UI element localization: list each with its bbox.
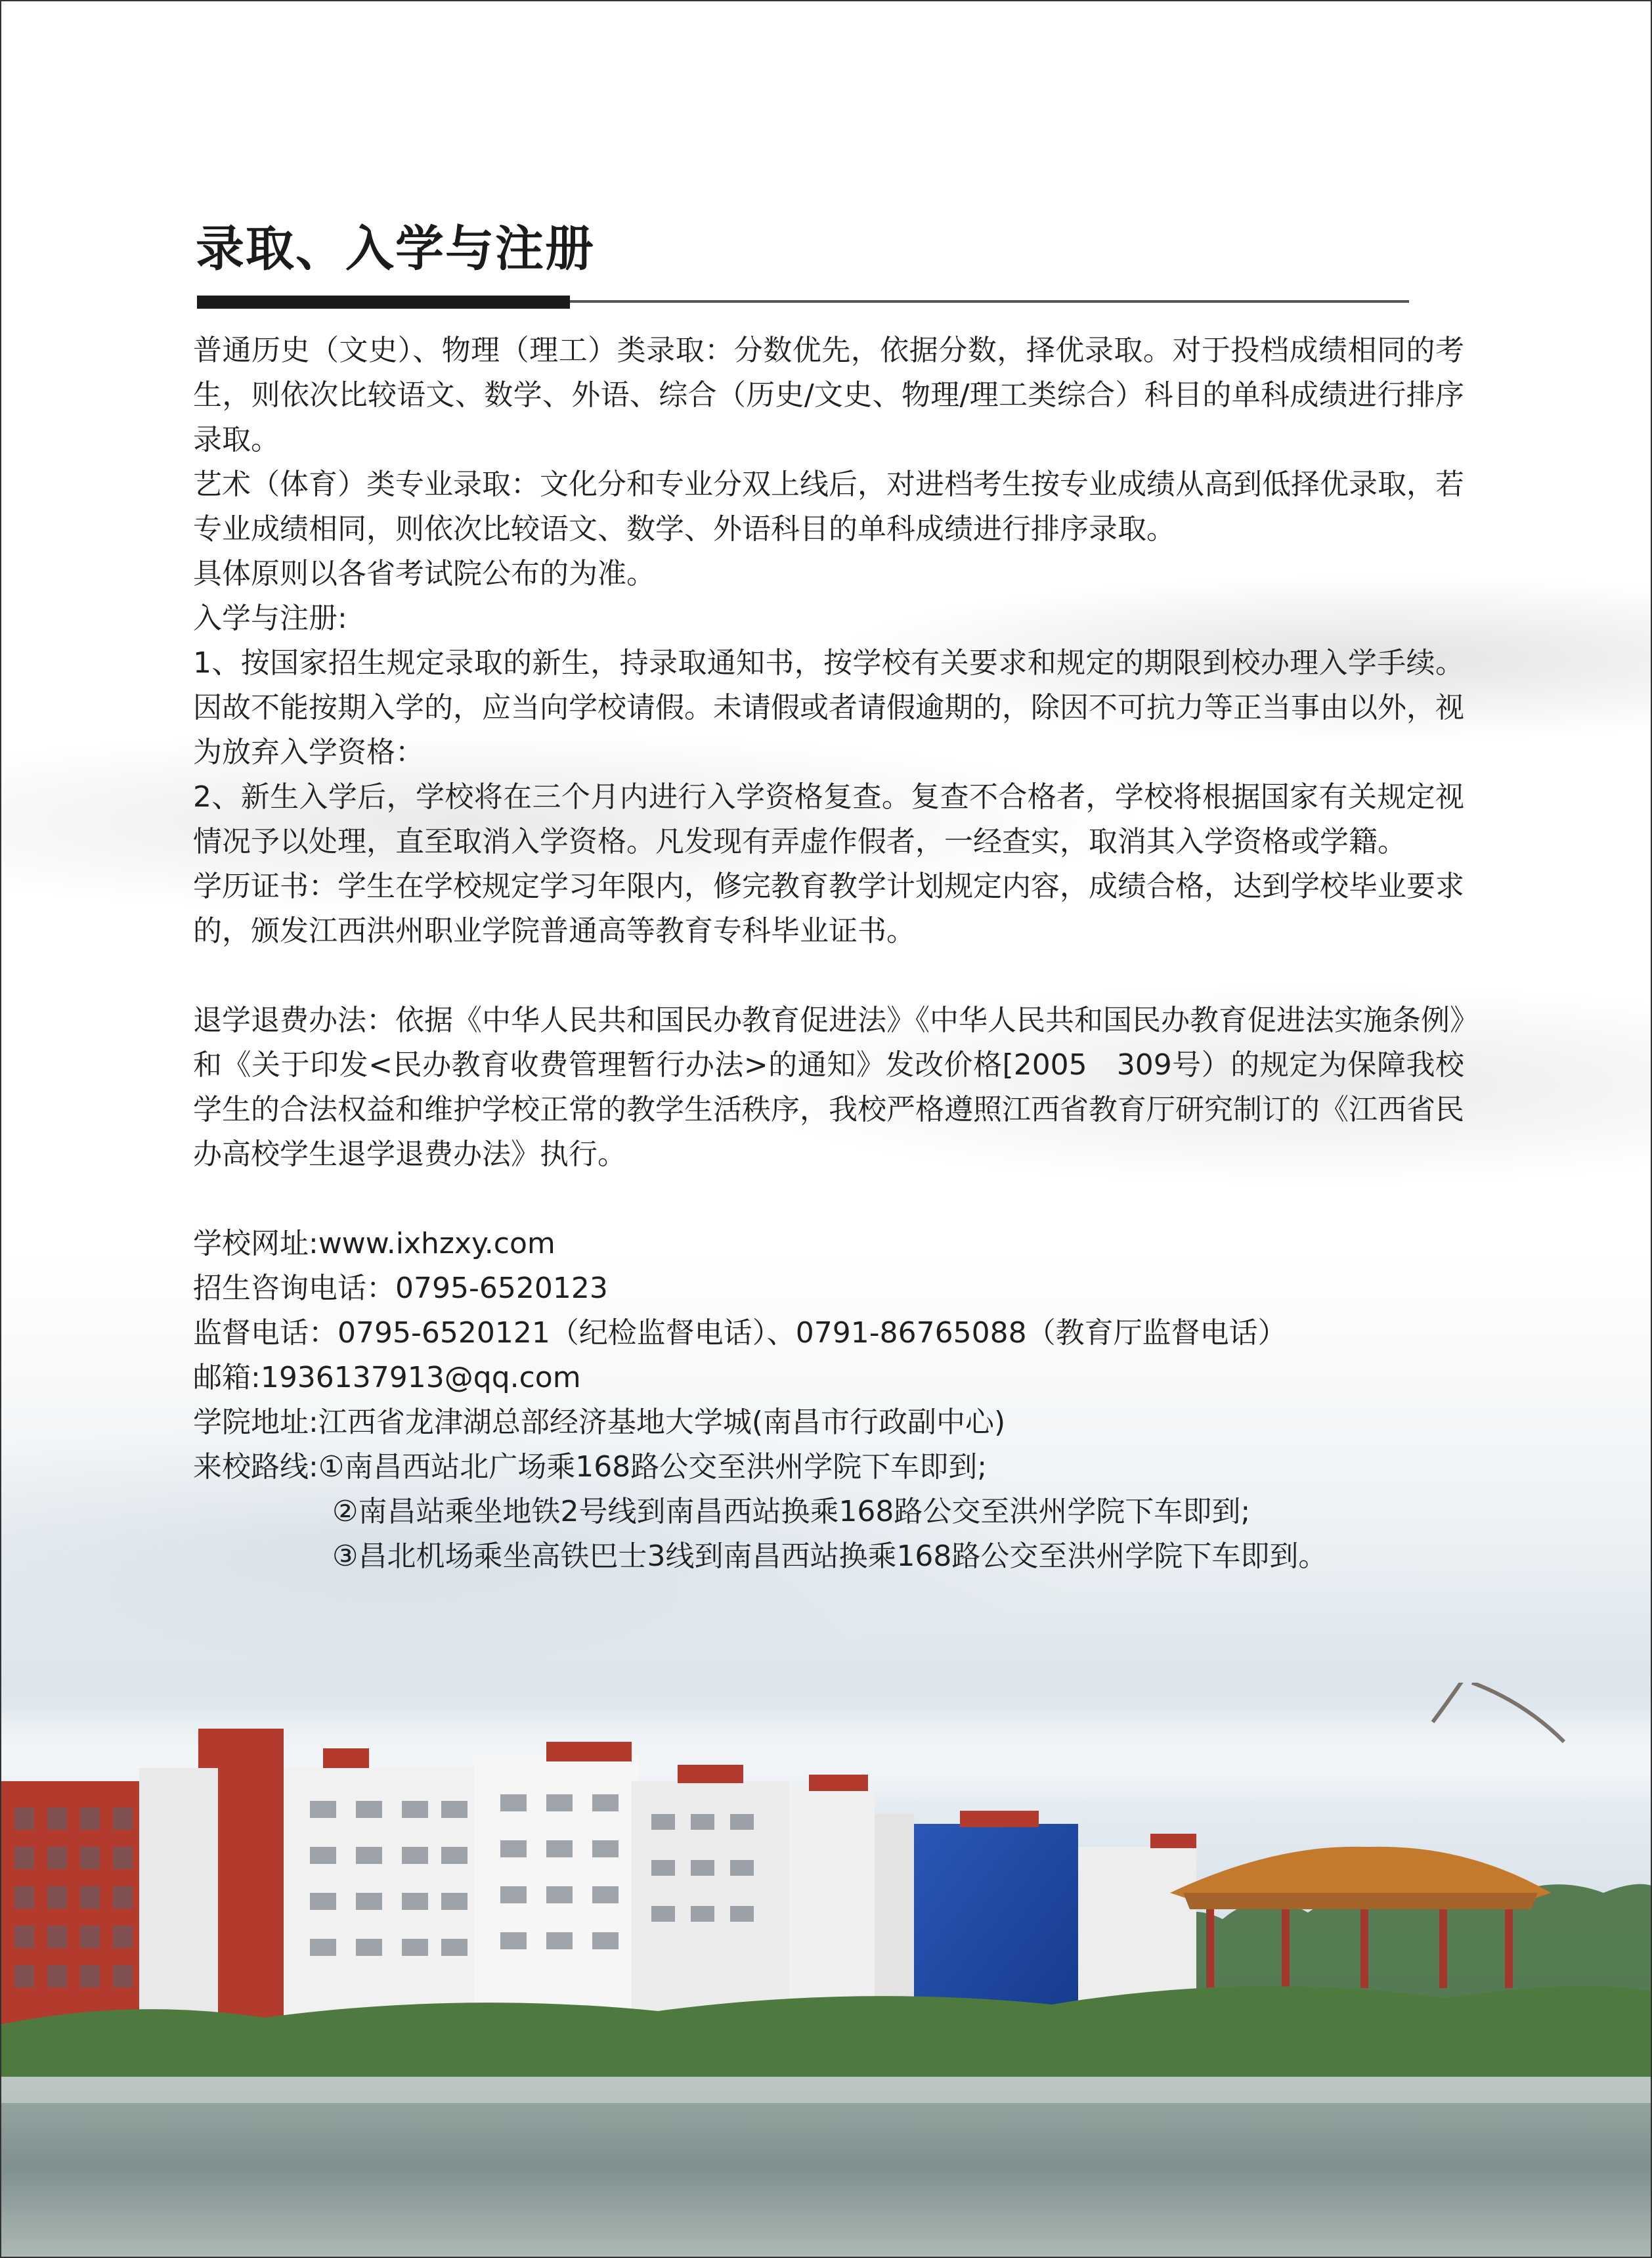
paragraph-spacer: [193, 954, 1464, 998]
enrollment-heading: 入学与注册:: [193, 602, 347, 635]
contact-supervision-phone: 监督电话：0795-6520121（纪检监督电话）、0791-86765088（教育厅监督电话）: [193, 1316, 1287, 1350]
title-underline-thick: [197, 296, 570, 309]
contact-phone: 招生咨询电话：0795-6520123: [193, 1272, 608, 1305]
admission-history-physics: 普通历史（文史）、物理（理工）类录取：分数优先，依据分数，择优录取。对于投档成绩相同的考生，则依次比较语文、数学、外语、综合（历史/文史、物理/理工类综合）科目的单科成绩进行排序录取。: [193, 334, 1464, 456]
route-2: ②南昌站乘坐地铁2号线到南昌西站换乘168路公交至洪州学院下车即到;: [332, 1495, 1251, 1528]
admission-arts-sports: 艺术（体育）类专业录取：文化分和专业分双上线后，对进档考生按专业成绩从高到低择优录取，若专业成绩相同，则依次比较语文、数学、外语科目的单科成绩进行排序录取。: [193, 468, 1464, 546]
page-title: 录取、入学与注册: [196, 221, 595, 277]
paragraph-spacer: [193, 1177, 1464, 1222]
contact-website: 学校网址:www.ixhzxy.com: [193, 1227, 555, 1260]
enrollment-item-1: 1、按国家招生规定录取的新生，持录取通知书，按学校有关要求和规定的期限到校办理入学手续。因故不能按期入学的，应当向学校请假。未请假或者请假逾期的，除因不可抗力等正当事由以外，视为放弃入学资格：: [193, 646, 1464, 769]
contact-email: 邮箱:1936137913@qq.com: [193, 1361, 581, 1394]
diploma-paragraph: 学历证书：学生在学校规定学习年限内，修完教育教学计划规定内容，成绩合格，达到学校毕业要求的，颁发江西洪州职业学院普通高等教育专科毕业证书。: [193, 870, 1464, 948]
refund-paragraph: 退学退费办法：依据《中华人民共和国民办教育促进法》《中华人民共和国民办教育促进法实施条例》和《关于印发<民办教育收费管理暂行办法>的通知》发改价格[2005 309号）的规定为保障我校学生的合法权益和维护学校正常的教学生活秩序，我校严格遵照江西省教育厅研究制订的《江西省民办高校学生退学退费办法》执行。: [193, 1004, 1464, 1171]
admission-provincial-rule: 具体原则以各省考试院公布的为准。: [193, 557, 655, 590]
campus-scenery-image: [1, 1683, 1652, 2258]
contact-address: 学院地址:江西省龙津湖总部经济基地大学城(南昌市行政副中心): [193, 1406, 1006, 1439]
route-3: ③昌北机场乘坐高铁巴士3线到南昌西站换乘168路公交至洪州学院下车即到。: [332, 1539, 1328, 1573]
title-underline-thin: [570, 300, 1409, 303]
enrollment-item-2: 2、新生入学后，学校将在三个月内进行入学资格复查。复查不合格者，学校将根据国家有关规定视情况予以处理，直至取消入学资格。凡发现有弄虚作假者，一经查实，取消其入学资格或学籍。: [193, 780, 1464, 858]
body-text: [193, 328, 1464, 1579]
route-1: 来校路线:①南昌西站北广场乘168路公交至洪州学院下车即到;: [193, 1450, 988, 1484]
